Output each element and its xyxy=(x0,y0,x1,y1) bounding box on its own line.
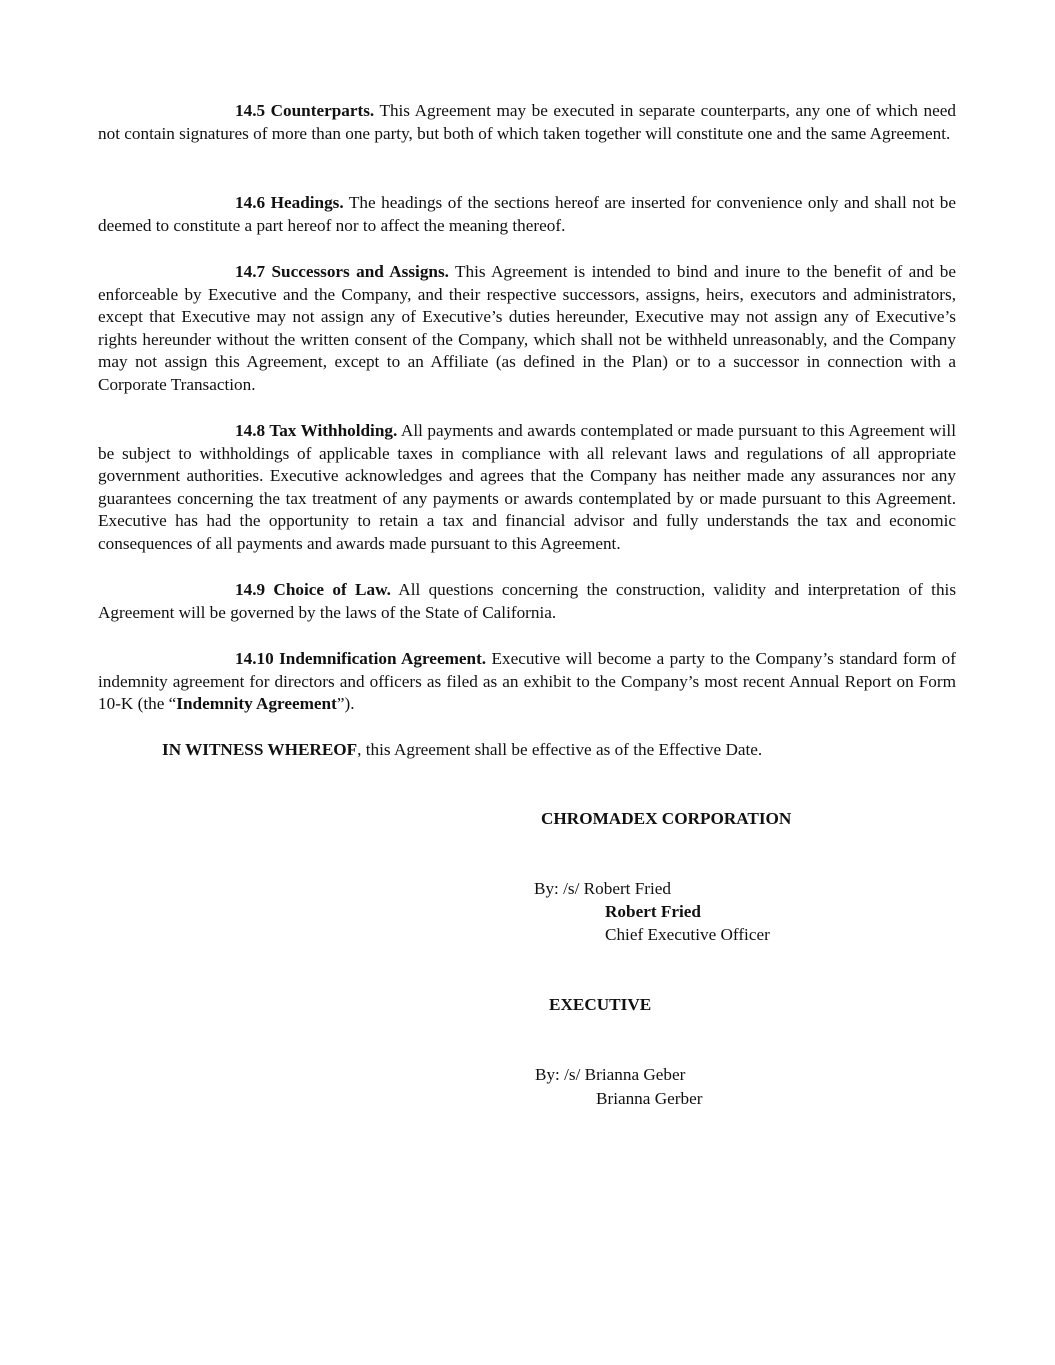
witness-lead: IN WITNESS WHEREOF xyxy=(162,740,358,759)
section-14-5 xyxy=(98,100,956,145)
executive-signature-line: By: /s/ Brianna Geber xyxy=(535,1065,686,1084)
section-body: Executive will become a party to the Company’s standard form of indemnity agreement for directors and officers as filed as an exhibit to the Company’s most recent Annual Report on Form 10-K (the “ xyxy=(98,649,956,714)
company-signature-line: By: /s/ Robert Fried xyxy=(534,879,672,898)
section-body: The headings of the sections hereof are inserted for convenience only and shall not be deemed to constitute a part hereof nor to affect the meaning thereof. xyxy=(98,193,956,235)
section-body: All payments and awards contemplated or made pursuant to this Agreement will be subject to withholdings of applicable taxes in compliance with all relevant laws and regulations of all appropriate government authorities. Executive acknowledges and agrees that the Company has neither made any assurances nor any guarantees concerning the tax treatment of any payments or awards contemplated by or made pursuant to this Agreement. Executive has had the opportunity to retain a tax and financial advisor and fully understands the tax and economic consequences of all payments and awards made pursuant to this Agreement. xyxy=(98,421,956,553)
defined-term: Indemnity Agreement xyxy=(176,694,337,714)
section-14-8 xyxy=(98,420,956,556)
section-body: All questions concerning the construction, validity and interpretation of this Agreement will be governed by the laws of the State of California. xyxy=(98,580,957,622)
section-heading: 14.9 Choice of Law. xyxy=(235,580,391,599)
executive-signer-name: Brianna Gerber xyxy=(596,1089,703,1108)
section-14-7 xyxy=(98,261,956,397)
company-name: CHROMADEX CORPORATION xyxy=(541,809,792,828)
section-body: This Agreement may be executed in separate counterparts, any one of which need not contain signatures of more than one party, but both of which taken together will constitute one and the same Agreement. xyxy=(98,101,956,143)
witness-clause xyxy=(162,739,762,762)
company-signer-name: Robert Fried xyxy=(605,902,701,921)
witness-text: , this Agreement shall be effective as of the Effective Date. xyxy=(357,740,763,759)
executive-label: EXECUTIVE xyxy=(549,995,652,1014)
section-14-10 xyxy=(98,648,956,716)
section-heading: 14.10 Indemnification Agreement. xyxy=(235,649,487,668)
section-14-6 xyxy=(98,192,956,237)
section-heading: 14.6 Headings. xyxy=(235,193,344,212)
section-heading: 14.8 Tax Withholding. xyxy=(235,421,398,440)
section-body: This Agreement is intended to bind and inure to the benefit of and be enforceable by Executive and the Company, and their respective successors, assigns, heirs, executors and administrators, except that Executive may not assign any of Executive’s duties hereunder, Executive may not assign any of Executive’s rights hereunder without the written consent of the Company, which shall not be withheld unreasonably, and the Company may not assign this Agreement, except to an Affiliate (as defined in the Plan) or to a successor in connection with a Corporate Transaction. xyxy=(98,262,957,394)
section-14-9 xyxy=(98,579,956,624)
company-signer-title: Chief Executive Officer xyxy=(605,925,770,944)
section-body-end: ”). xyxy=(336,694,355,714)
section-heading: 14.5 Counterparts. xyxy=(235,101,375,120)
section-heading: 14.7 Successors and Assigns. xyxy=(235,262,449,281)
